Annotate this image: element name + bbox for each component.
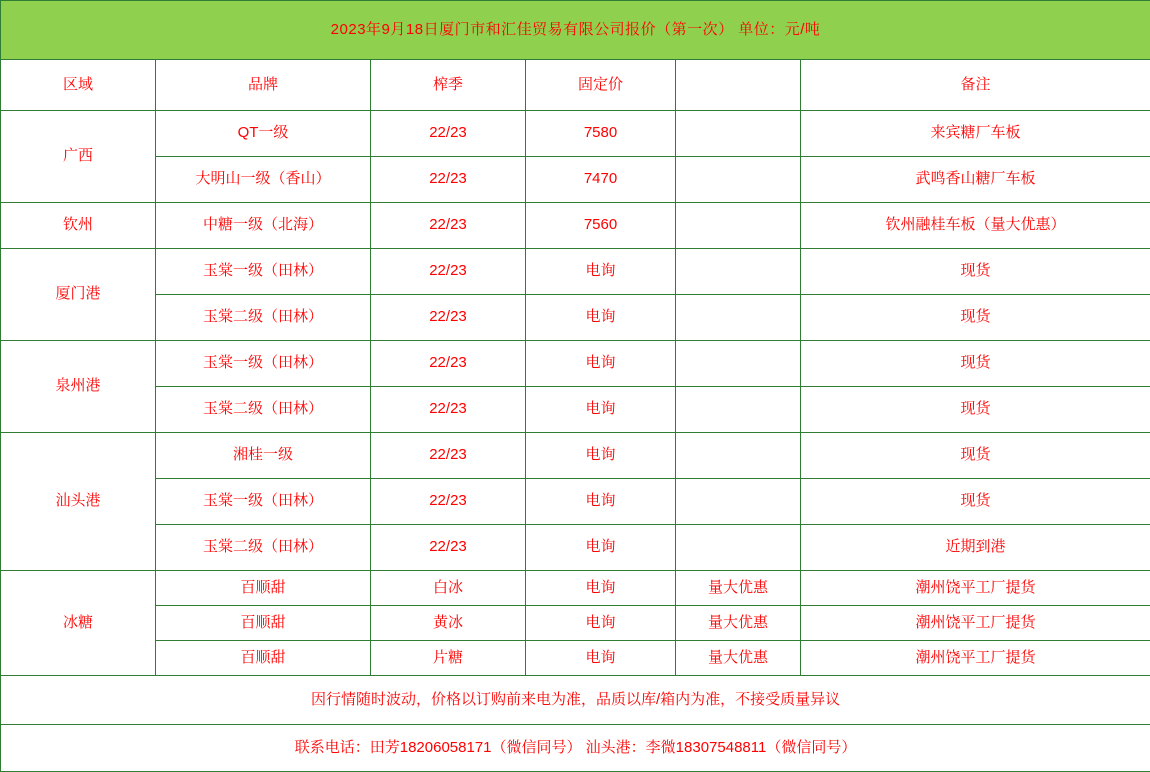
extra-cell	[676, 203, 801, 249]
table-row	[1, 249, 1150, 295]
table-row	[1, 433, 1150, 479]
remark-cell: 武鸣香山糖厂车板	[801, 157, 1150, 203]
extra-cell: 量大优惠	[676, 571, 801, 606]
season-cell: 22/23	[371, 387, 526, 433]
price-cell: 电询	[526, 249, 676, 295]
extra-cell	[676, 249, 801, 295]
brand-cell: 中糖一级（北海）	[156, 203, 371, 249]
extra-cell: 量大优惠	[676, 641, 801, 676]
table-header-row	[1, 60, 1150, 111]
region-cell: 钦州	[1, 203, 156, 249]
remark-cell: 潮州饶平工厂提货	[801, 641, 1150, 676]
remark-cell: 来宾糖厂车板	[801, 111, 1150, 157]
header-region: 区域	[1, 60, 156, 111]
extra-cell	[676, 433, 801, 479]
season-cell: 22/23	[371, 295, 526, 341]
remark-cell: 钦州融桂车板（量大优惠）	[801, 203, 1150, 249]
extra-cell	[676, 295, 801, 341]
remark-cell: 现货	[801, 341, 1150, 387]
extra-cell: 量大优惠	[676, 606, 801, 641]
extra-cell	[676, 341, 801, 387]
disclaimer-row	[1, 676, 1150, 725]
table-row	[1, 387, 1150, 433]
price-cell: 电询	[526, 341, 676, 387]
table-row	[1, 571, 1150, 606]
table-row	[1, 157, 1150, 203]
remark-cell: 潮州饶平工厂提货	[801, 606, 1150, 641]
region-cell: 冰糖	[1, 571, 156, 676]
price-cell: 电询	[526, 525, 676, 571]
season-cell: 22/23	[371, 525, 526, 571]
price-cell: 电询	[526, 295, 676, 341]
region-cell: 广西	[1, 111, 156, 203]
header-remark: 备注	[801, 60, 1150, 111]
table-row	[1, 641, 1150, 676]
table-row	[1, 341, 1150, 387]
contact-row	[1, 725, 1150, 772]
season-cell: 黄冰	[371, 606, 526, 641]
table-row	[1, 111, 1150, 157]
remark-cell: 潮州饶平工厂提货	[801, 571, 1150, 606]
remark-cell: 现货	[801, 479, 1150, 525]
table-row	[1, 203, 1150, 249]
remark-cell: 现货	[801, 295, 1150, 341]
season-cell: 片糖	[371, 641, 526, 676]
table-row	[1, 479, 1150, 525]
price-cell: 电询	[526, 641, 676, 676]
season-cell: 22/23	[371, 157, 526, 203]
extra-cell	[676, 111, 801, 157]
header-fixed-price: 固定价	[526, 60, 676, 111]
remark-cell: 现货	[801, 433, 1150, 479]
brand-cell: 玉棠二级（田林）	[156, 387, 371, 433]
brand-cell: 玉棠一级（田林）	[156, 249, 371, 295]
season-cell: 22/23	[371, 203, 526, 249]
season-cell: 白冰	[371, 571, 526, 606]
price-cell: 7560	[526, 203, 676, 249]
region-cell: 汕头港	[1, 433, 156, 571]
remark-cell: 现货	[801, 249, 1150, 295]
price-cell: 电询	[526, 433, 676, 479]
brand-cell: 百顺甜	[156, 571, 371, 606]
season-cell: 22/23	[371, 249, 526, 295]
price-cell: 7580	[526, 111, 676, 157]
region-cell: 泉州港	[1, 341, 156, 433]
remark-cell: 近期到港	[801, 525, 1150, 571]
header-season: 榨季	[371, 60, 526, 111]
price-cell: 7470	[526, 157, 676, 203]
brand-cell: 玉棠二级（田林）	[156, 525, 371, 571]
brand-cell: 大明山一级（香山）	[156, 157, 371, 203]
season-cell: 22/23	[371, 341, 526, 387]
disclaimer-text: 因行情随时波动，价格以订购前来电为准，品质以库/箱内为准，不接受质量异议	[1, 676, 1150, 725]
region-cell: 厦门港	[1, 249, 156, 341]
brand-cell: 玉棠一级（田林）	[156, 479, 371, 525]
price-cell: 电询	[526, 571, 676, 606]
brand-cell: 湘桂一级	[156, 433, 371, 479]
brand-cell: 玉棠二级（田林）	[156, 295, 371, 341]
season-cell: 22/23	[371, 433, 526, 479]
season-cell: 22/23	[371, 479, 526, 525]
extra-cell	[676, 387, 801, 433]
brand-cell: QT一级	[156, 111, 371, 157]
price-cell: 电询	[526, 387, 676, 433]
table-row	[1, 295, 1150, 341]
price-cell: 电询	[526, 479, 676, 525]
table-row	[1, 606, 1150, 641]
extra-cell	[676, 157, 801, 203]
sheet-title: 2023年9月18日厦门市和汇佳贸易有限公司报价（第一次） 单位：元/吨	[1, 1, 1150, 60]
extra-cell	[676, 479, 801, 525]
extra-cell	[676, 525, 801, 571]
table-row	[1, 525, 1150, 571]
table-title-row	[1, 1, 1150, 60]
header-brand: 品牌	[156, 60, 371, 111]
contact-text: 联系电话：田芳18206058171（微信同号） 汕头港：李微18307548811（微信同号）	[1, 725, 1150, 772]
brand-cell: 百顺甜	[156, 641, 371, 676]
brand-cell: 百顺甜	[156, 606, 371, 641]
remark-cell: 现货	[801, 387, 1150, 433]
brand-cell: 玉棠一级（田林）	[156, 341, 371, 387]
price-cell: 电询	[526, 606, 676, 641]
header-blank	[676, 60, 801, 111]
season-cell: 22/23	[371, 111, 526, 157]
